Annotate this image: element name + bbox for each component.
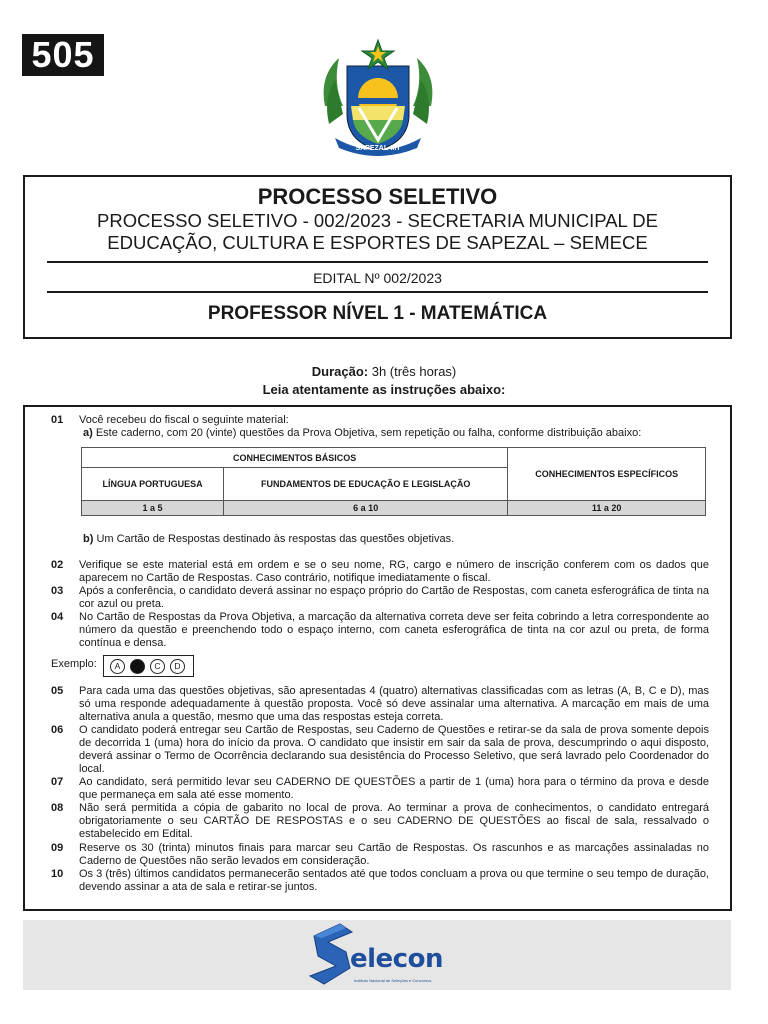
position-title: PROFESSOR NÍVEL 1 - MATEMÁTICA — [207, 303, 548, 324]
item-text: Não será permitida a cópia de gabarito no local de prova. Ao terminar a prova de conhecimentos, o candidato entregará obrigatoriamente o seu CARTÃO DE RESPOSTAS e o seu CADERNO DE QUESTÕES ao fiscal de sala, ressalvado o estabelecido em Edital. — [79, 802, 709, 840]
bubble-option-b-filled: B — [130, 659, 145, 674]
table-range-1: 1 a 5 — [82, 501, 224, 516]
question-distribution-table — [81, 447, 706, 516]
item-text: Verifique se este material está em ordem e se o seu nome, RG, cargo e número de inscrição conferem com os dados que aparecem no Cartão de Respostas. Caso contrário, notifique imediatamente o fiscal. — [79, 559, 709, 584]
instruction-item — [51, 842, 709, 868]
item-number: 05 — [51, 685, 64, 697]
logo-wordmark: elecon — [350, 944, 443, 974]
sub-a-letter: a) — [83, 427, 93, 439]
logo-tagline: Instituto Nacional de Seleções e Concursos — [354, 978, 432, 983]
edital-number: EDITAL Nº 002/2023 — [313, 270, 442, 286]
item-text: Ao candidato, será permitido levar seu CADERNO DE QUESTÕES a partir de 1 (uma) hora para o término da prova e desde que permaneça em sala até esse momento. — [79, 776, 709, 801]
example-answer-bubbles — [103, 655, 194, 677]
instruction-item — [51, 611, 709, 650]
instruction-item — [51, 776, 709, 802]
item-number: 06 — [51, 724, 64, 736]
item-text: O candidato poderá entregar seu Cartão de Respostas, seu Caderno de Questões e retirar-se da sala de prova somente depois de decorrida 1 (uma) hora do início da prova. O candidato que insistir em sair da sala de prova, descumprindo o aqui disposto, deverá assinar o Termo de Ocorrência declarando sua desistência do Processo Seletivo, que será lavrado pelo Coordenador do local. — [79, 724, 709, 775]
duration-label: Duração: — [311, 364, 369, 379]
item-number: 04 — [51, 611, 64, 623]
bubble-option-c: C — [150, 659, 165, 674]
table-header-especificos: CONHECIMENTOS ESPECÍFICOS — [508, 448, 706, 501]
example-label: Exemplo: — [51, 658, 97, 670]
instruction-item — [51, 559, 709, 585]
item-text: Os 3 (três) últimos candidatos permanecerão sentados até que todos concluam a prova ou que termine o seu tempo de duração, devendo assinar a ata de sala e retirar-se juntos. — [79, 868, 709, 893]
table-range-2: 6 a 10 — [224, 501, 508, 516]
footer-band — [23, 920, 731, 990]
table-header-basicos: CONHECIMENTOS BÁSICOS — [82, 448, 508, 468]
booklet-code: 505 — [22, 34, 104, 76]
subtitle-line-1: PROCESSO SELETIVO - 002/2023 - SECRETARIA MUNICIPAL DE — [97, 210, 658, 231]
item-number: 02 — [51, 559, 64, 571]
table-col-fundamentos: FUNDAMENTOS DE EDUCAÇÃO E LEGISLAÇÃO — [224, 468, 508, 501]
item-number: 08 — [51, 802, 64, 814]
page-title: PROCESSO SELETIVO — [257, 184, 498, 209]
divider — [47, 261, 708, 263]
duration-value: 3h (três horas) — [371, 364, 457, 379]
title-box — [23, 175, 732, 339]
instruction-item — [51, 724, 709, 776]
item-number: 09 — [51, 842, 64, 854]
item-number: 07 — [51, 776, 64, 788]
instruction-item — [51, 802, 709, 841]
item-sub-a — [83, 427, 641, 440]
svg-text:SAPEZAL-MT: SAPEZAL-MT — [355, 145, 401, 152]
item-number: 01 — [51, 414, 64, 426]
coat-of-arms-icon — [313, 36, 443, 162]
sub-b-letter: b) — [83, 533, 94, 545]
sub-a-text: Este caderno, com 20 (vinte) questões da Prova Objetiva, sem repetição ou falha, conforme distribuição abaixo: — [95, 427, 642, 439]
exam-duration — [0, 364, 768, 379]
item-text: Após a conferência, o candidato deverá assinar no espaço próprio do Cartão de Respostas, com caneta esferográfica de tinta na cor azul ou preta. — [79, 585, 709, 610]
item-text: Reserve os 30 (trinta) minutos finais para marcar seu Cartão de Respostas. Os rascunhos e as marcações assinaladas no Caderno de Questões não serão levados em consideração. — [79, 842, 709, 867]
instruction-item — [51, 414, 709, 427]
item-number: 10 — [51, 868, 64, 880]
page-subtitle — [25, 210, 730, 254]
bubble-option-d: D — [170, 659, 185, 674]
subtitle-line-2: EDUCAÇÃO, CULTURA E ESPORTES DE SAPEZAL – SEMECE — [107, 232, 648, 253]
item-number: 03 — [51, 585, 64, 597]
instruction-item — [51, 685, 709, 724]
item-text: Você recebeu do fiscal o seguinte material: — [79, 414, 289, 426]
item-text: No Cartão de Respostas da Prova Objetiva, a marcação da alternativa correta deve ser feita cobrindo a letra correspondente ao número da questão e preenchendo todo o espaço interno, com caneta esferográfica de tinta na cor azul ou preta, de forma contínua e densa. — [79, 611, 709, 649]
instructions-box — [23, 405, 732, 911]
sub-b-text: Um Cartão de Respostas destinado às respostas das questões objetivas. — [96, 533, 455, 545]
instruction-item — [51, 868, 709, 894]
divider — [47, 291, 708, 293]
instruction-item — [51, 585, 709, 611]
instructions-heading: Leia atentamente as instruções abaixo: — [262, 382, 506, 397]
item-text: Para cada uma das questões objetivas, são apresentadas 4 (quatro) alternativas classificadas com as letras (A, B, C e D), mas só uma responde adequadamente à questão proposta. Você só deve assinalar uma alternativa. A marcação em mais de uma alternativa anula a questão, mesmo que uma das respostas esteja correta. — [79, 685, 709, 723]
table-col-portugues: LÍNGUA PORTUGUESA — [82, 468, 224, 501]
item-sub-b — [83, 533, 454, 546]
table-range-3: 11 a 20 — [508, 501, 706, 516]
bubble-option-a: A — [110, 659, 125, 674]
selecon-logo — [306, 922, 456, 988]
